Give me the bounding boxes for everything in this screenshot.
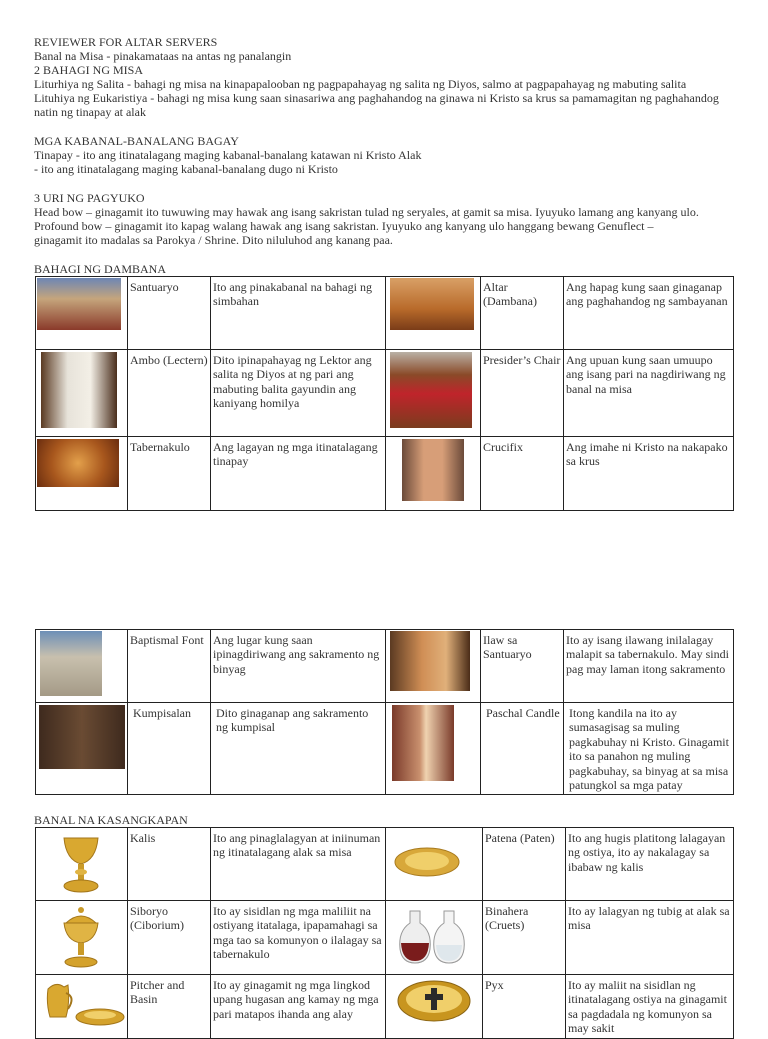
genuflect: ginagamit ito madalas sa Parokya / Shrine. Dito niluluhod ang kanang paa. (34, 233, 393, 247)
liturgy-of-word: Liturhiya ng Salita - bahagi ng misa na kinapapalooban ng pagpapahayag ng salita ng Diyos, salmo at pagpapahayag ng mabuting salita (34, 77, 687, 91)
document-title: REVIEWER FOR ALTAR SERVERS (34, 35, 218, 49)
item-description: Dito ginaganap ang sakramento ng kumpisal (211, 703, 386, 795)
table-row (36, 975, 734, 1039)
ciborium-image (36, 901, 128, 975)
sacred-bread: Tinapay - ito ang itinatalagang maging kabanal-banalang katawan ni Kristo Alak (34, 148, 422, 162)
confessional-image (36, 703, 128, 795)
item-name: Altar (Dambana) (481, 277, 564, 350)
tabernacle-image (36, 437, 128, 511)
item-name: Binahera (Cruets) (483, 901, 566, 975)
mass-parts-heading: 2 BAHAGI NG MISA (34, 63, 144, 77)
ciborium-icon (56, 905, 106, 969)
pitcher-basin-icon (38, 977, 126, 1027)
item-description: Ang lagayan ng mga itinatalagang tinapay (211, 437, 386, 511)
item-description: Ang lugar kung saan ipinagdiriwang ang sakramento ng binyag (211, 630, 386, 703)
item-name: Ambo (Lectern) (128, 350, 211, 437)
item-name: Kalis (128, 828, 211, 901)
sanctuary-lamp-image (386, 630, 481, 703)
paten-icon (392, 844, 462, 880)
item-name: Patena (Paten) (483, 828, 566, 901)
item-name: Presider’s Chair (481, 350, 564, 437)
item-description: Ito ay lalagyan ng tubig at alak sa misa (566, 901, 734, 975)
liturgy-of-eucharist: Lituhiya ng Eukaristiya - bahagi ng misa kung saan sinasariwa ang paghahandog na ginawa ni Kristo sa krus sa pamamagitan ng paghahandog natin ng tinapay at alak (34, 91, 719, 120)
item-description: Ito ay isang ilawang inilalagay malapit sa tabernakulo. May sindi pag may laman itong sakramento (564, 630, 734, 703)
pyx-icon (394, 979, 474, 1023)
table-row (36, 630, 734, 703)
item-description: Ito ay ginagamit ng mga lingkod upang hugasan ang kamay ng mga pari matapos ihanda ang alay (211, 975, 386, 1039)
ambo-image (36, 350, 128, 437)
chalice-image (36, 828, 128, 901)
item-description: Ito ang hugis platitong lalagayan ng ostiya, ito ay nakalagay sa ibabaw ng kalis (566, 828, 734, 901)
table-row (36, 437, 734, 511)
item-description: Ang upuan kung saan umuupo ang isang pari na nagdiriwang ng banal na misa (564, 350, 734, 437)
sacred-wine: - ito ang itinatalagang maging kabanal-banalang dugo ni Kristo (34, 162, 338, 176)
paten-image (386, 828, 483, 901)
chair-image (386, 350, 481, 437)
altar-image (386, 277, 481, 350)
item-description: Ito ay sisidlan ng mga maliliit na ostiyang itatalaga, ipapamahagi sa mga tao sa komunyon o ilalagay sa tabernakulo (211, 901, 386, 975)
item-description: Dito ipinapahayag ng Lektor ang salita ng Diyos at ng pari ang mabuting balita gayundin ang kaniyang homilya (211, 350, 386, 437)
item-name: Pyx (483, 975, 566, 1039)
item-name: Siboryo (Ciborium) (128, 901, 211, 975)
item-name: Santuaryo (128, 277, 211, 350)
table-row (36, 828, 734, 901)
item-name: Tabernakulo (128, 437, 211, 511)
pyx-image (386, 975, 483, 1039)
item-description: Ito ay maliit na sisidlan ng itinatalagang ostiya na ginagamit sa pagdadala ng komunyon sa may sakit (566, 975, 734, 1039)
item-description: Ito ang pinaglalagyan at iniinuman ng itinatalagang alak sa misa (211, 828, 386, 901)
cruets-icon (392, 905, 474, 967)
dambana-table-continued (35, 629, 734, 795)
paschal-candle-image (386, 703, 481, 795)
profound-bow: Profound bow – ginagamit ito kapag walang hawak ang isang sakristan. Iyuyuko ang kanyang ulo hanggang bewang Genuflect – (34, 219, 654, 233)
misa-definition: Banal na Misa - pinakamataas na antas ng panalangin (34, 49, 292, 63)
table-row (36, 901, 734, 975)
item-description: Ito ang pinakabanal na bahagi ng simbahan (211, 277, 386, 350)
dambana-table (35, 276, 734, 511)
head-bow: Head bow – ginagamit ito tuwuwing may hawak ang isang sakristan tulad ng seryales, at gamit sa misa. Iyuyuko lamang ang kanyang ulo. (34, 205, 699, 219)
sacred-heading: MGA KABANAL-BANALANG BAGAY (34, 134, 239, 148)
cruets-image (386, 901, 483, 975)
item-name: Ilaw sa Santuaryo (481, 630, 564, 703)
item-name: Crucifix (481, 437, 564, 511)
kasangkapan-table (35, 827, 734, 1039)
item-name: Pitcher and Basin (128, 975, 211, 1039)
item-name: Kumpisalan (128, 703, 211, 795)
table-row (36, 350, 734, 437)
item-name: Baptismal Font (128, 630, 211, 703)
item-description: Ang imahe ni Kristo na nakapako sa krus (564, 437, 734, 511)
sanctuary-image (36, 277, 128, 350)
table-row (36, 277, 734, 350)
chalice-icon (58, 834, 104, 894)
dambana-heading: BAHAGI NG DAMBANA (34, 262, 166, 276)
item-description: Ang hapag kung saan ginaganap ang paghahandog ng sambayanan (564, 277, 734, 350)
item-description: Itong kandila na ito ay sumasagisag sa muling pagkabuhay ni Kristo. Ginagamit ito sa panahon ng muling pagkabuhay, sa binyag at sa misa patungkol sa mga patay (564, 703, 734, 795)
baptismal-font-image (36, 630, 128, 703)
kasangkapan-heading: BANAL NA KASANGKAPAN (34, 813, 188, 827)
pitcher-basin-image (36, 975, 128, 1039)
table-row (36, 703, 734, 795)
bows-heading: 3 URI NG PAGYUKO (34, 191, 145, 205)
item-name: Paschal Candle (481, 703, 564, 795)
crucifix-image (386, 437, 481, 511)
